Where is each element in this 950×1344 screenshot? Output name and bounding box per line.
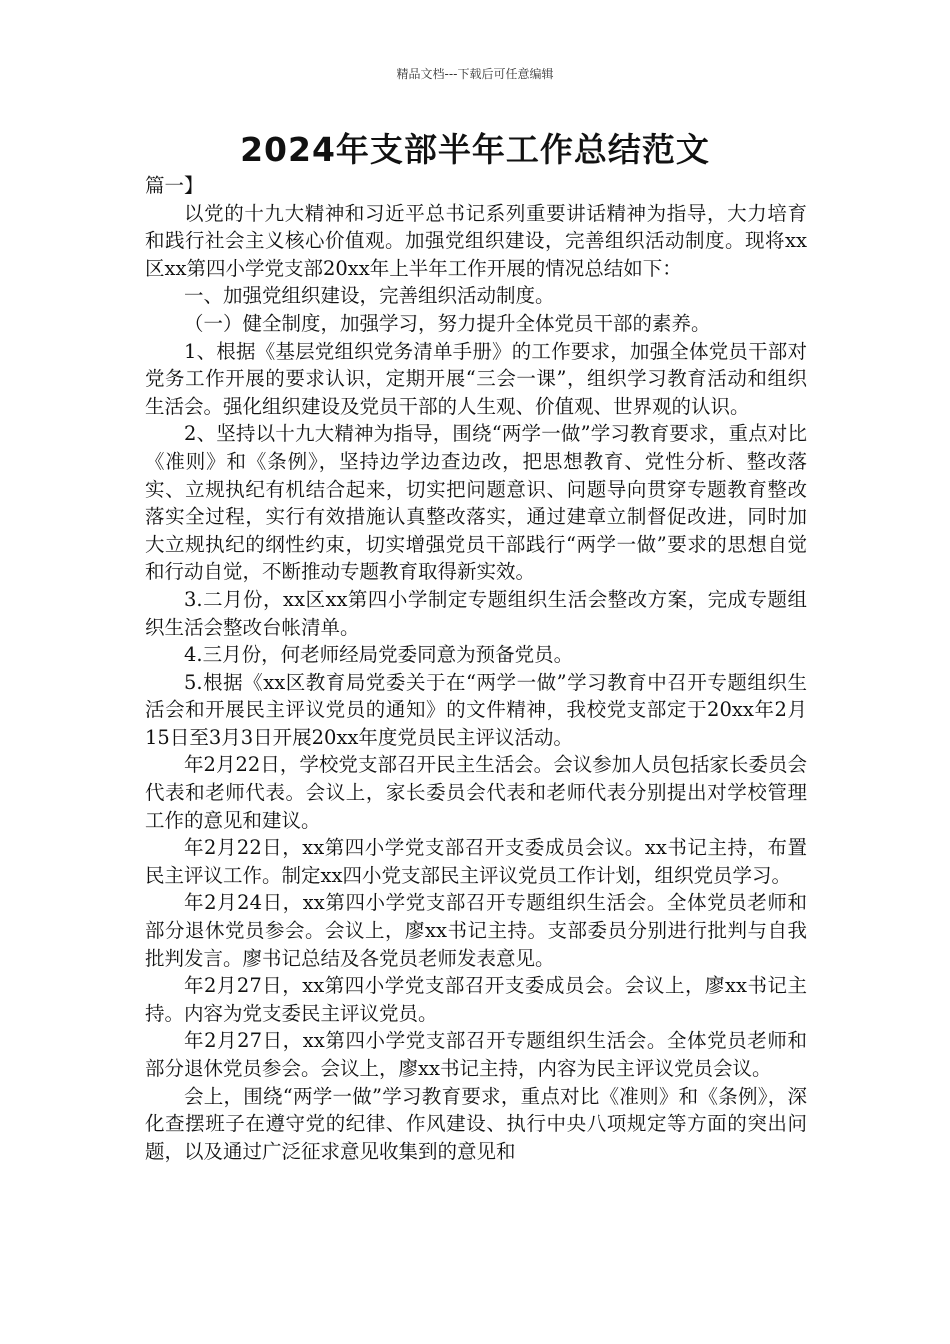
paragraph: 年2月22日，xx第四小学党支部召开支委成员会议。xx书记主持，布置民主评议工作。制定xx四小党支部民主评议党员工作计划，组织党员学习。 (145, 836, 807, 887)
paragraph: 4.三月份，何老师经局党委同意为预备党员。 (184, 643, 574, 667)
document-title: 2024年支部半年工作总结范文 (240, 130, 710, 169)
paragraph: 年2月27日，xx第四小学党支部召开支委成员会。会议上，廖xx书记主持。内容为党支委民主评议党员。 (145, 974, 807, 1025)
paragraph: 2、坚持以十九大精神为指导，围绕“两学一做”学习教育要求，重点对比《准则》和《条例》，坚持边学边查边改，把思想教育、党性分析、整改落实、立规执纪有机结合起来，切实把问题意识、问题导向贯穿专题教育整改落实全过程，实行有效措施认真整改落实，通过建章立制督促改进，同时加大立规执纪的纲性约束，切实增强党员干部践行“两学一做”要求的思想自觉和行动自觉，不断推动专题教育取得新实效。 (145, 422, 807, 584)
paragraph: 3.二月份，xx区xx第四小学制定专题组织生活会整改方案，完成专题组织生活会整改台帐清单。 (145, 587, 807, 639)
paragraph: （一）健全制度，加强学习，努力提升全体党员干部的素养。 (184, 311, 711, 335)
paragraph: 会上，围绕“两学一做”学习教育要求，重点对比《准则》和《条例》，深化查摆班子在遵守党的纪律、作风建设、执行中央八项规定等方面的突出问题，以及通过广泛征求意见收集到的意见和 (145, 1084, 807, 1163)
section-label: 篇一】 (145, 174, 204, 197)
paragraph: 以党的十九大精神和习近平总书记系列重要讲话精神为指导，大力培育和践行社会主义核心价值观。加强党组织建设，完善组织活动制度。现将xx区xx第四小学党支部20xx年上半年工作开展的情况总结如下： (145, 201, 807, 280)
document-body (145, 172, 807, 1165)
header-note: 精品文档---下载后可任意编辑 (396, 67, 554, 81)
paragraph: 年2月27日，xx第四小学党支部召开专题组织生活会。全体党员老师和部分退休党员参会。会议上，廖xx书记主持，内容为民主评议党员会议。 (145, 1029, 807, 1080)
paragraph: 年2月22日，学校党支部召开民主生活会。会议参加人员包括家长委员会代表和老师代表。会议上，家长委员会代表和老师代表分别提出对学校管理工作的意见和建议。 (145, 753, 807, 832)
paragraph: 5.根据《xx区教育局党委关于在“两学一做”学习教育中召开专题组织生活会和开展民主评议党员的通知》的文件精神，我校党支部定于20xx年2月15日至3月3日开展20xx年度党员民主评议活动。 (145, 670, 807, 749)
paragraph: 1、根据《基层党组织党务清单手册》的工作要求，加强全体党员干部对党务工作开展的要求认识，定期开展“三会一课”，组织学习教育活动和组织生活会。强化组织建设及党员干部的人生观、价值观、世界观的认识。 (145, 339, 807, 418)
paragraph: 一、加强党组织建设，完善组织活动制度。 (184, 284, 555, 308)
paragraph: 年2月24日，xx第四小学党支部召开专题组织生活会。全体党员老师和部分退休党员参会。会议上，廖xx书记主持。支部委员分别进行批判与自我批判发言。廖书记总结及各党员老师发表意见。 (145, 891, 807, 970)
